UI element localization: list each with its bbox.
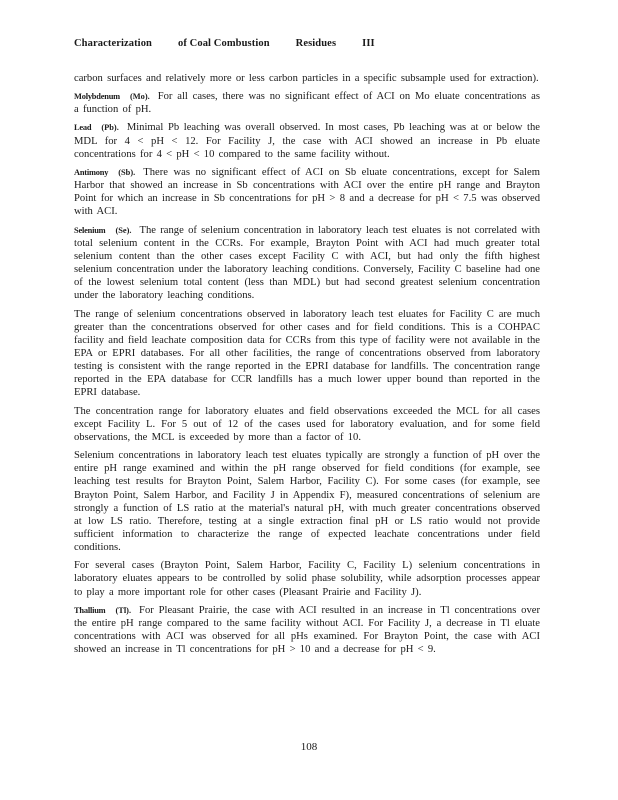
header-volume-number: III <box>362 38 375 49</box>
paragraph: The range of selenium concentrations observed in laboratory leach test eluates for Facility C are much greater than the concentrations observed for other cases and for field conditions. This is a COHPAC facility and field leachate composition data for CCRs from this type of facility were not available in the EPA or EPRI databases. For all other facilities, the range of concentrations observed from laboratory testing is consistent with the range reported in the EPRI database for landfills. The concentration range reported in the EPA database for CCR landfills has a much lower upper bound than reported in the EPRI database. <box>74 308 540 399</box>
run-in-heading: Molybdenum <box>74 92 120 102</box>
element-symbol: (Sb). <box>118 167 136 177</box>
paragraph-antimony <box>74 166 540 219</box>
header-title-part: Residues <box>295 38 337 49</box>
run-in-heading: Antimony <box>74 167 109 177</box>
body-text <box>74 72 540 661</box>
header-title-part: Characterization <box>74 38 152 49</box>
run-in-heading: Selenium <box>74 225 106 235</box>
element-symbol: (Pb). <box>101 123 119 133</box>
paragraph-molybdenum <box>74 90 540 116</box>
paragraph-text: For Pleasant Prairie, the case with ACI resulted in an increase in Tl concentrations over the entire pH range compared to the same facility without ACI. For Facility J, a decrease in Tl eluate concentrations with ACI was observed for all pHs examined. For Brayton Point, the case with ACI showed an increase in Tl concentrations for pH > 10 and a decrease for pH < 9. <box>74 604 540 656</box>
paragraph: carbon surfaces and relatively more or less carbon particles in a specific subsample used for extraction). <box>74 73 539 84</box>
element-symbol: (Tl). <box>115 605 132 615</box>
paragraph-selenium <box>74 224 540 303</box>
run-in-heading: Lead <box>74 123 92 133</box>
element-symbol: (Se). <box>115 225 132 235</box>
paragraph-text: Minimal Pb leaching was overall observed. In most cases, Pb leaching was at or below the MDL for 4 < pH < 12. For Facility J, the case with ACI showed an increase in Pb eluate concentrations for 4 < pH < 10 compared to the same facility without. <box>74 122 540 160</box>
running-header <box>74 38 375 49</box>
paragraph: Selenium concentrations in laboratory leach test eluates typically are strongly a function of pH over the entire pH range examined and within the pH range observed for field conditions (for example, see leaching test results for Brayton Point, Salem Harbor, Facility C). For some cases (for example, see Brayton Point, Salem Harbor, and Facility J in Appendix F), measured concentrations of selenium are strongly a function of LS ratio at the material's natural pH, with much greater concentrations observed at low LS ratio. Therefore, testing at a single extraction final pH or LS ratio would not provide sufficient information to characterize the range of expected leachate concentrations under field conditions. <box>74 450 540 554</box>
paragraph: The concentration range for laboratory eluates and field observations exceeded the MCL for all cases except Facility L. For 5 out of 12 of the cases used for laboratory evaluation, and for some field observations, the MCL is exceeded by more than a factor of 10. <box>74 405 540 443</box>
run-in-heading: Thallium <box>74 605 106 615</box>
paragraph-text: The range of selenium concentration in laboratory leach test eluates is not correlated with total selenium content in the CCRs. For example, Brayton Point with ACI had much greater total selenium content than the other cases except Facility C with ACI, but had only the fifth highest selenium concentration under the laboratory leaching conditions. Conversely, Facility C baseline had one of the lowest selenium total content (less than MDL) but had second greatest selenium concentration under the laboratory leaching conditions. <box>74 224 540 302</box>
paragraph-thallium <box>74 604 540 657</box>
paragraph-text: For all cases, there was no significant effect of ACI on Mo eluate concentrations as a function of pH. <box>74 91 540 116</box>
paragraph-lead <box>74 121 540 160</box>
header-title-part: of Coal Combustion <box>178 38 270 49</box>
paragraph: For several cases (Brayton Point, Salem Harbor, Facility C, Facility L) selenium concentrations in laboratory eluates appears to be controlled by solid phase solubility, while adsorption processes appear to play a more important role for other cases (Pleasant Prairie and Facility J). <box>74 560 540 598</box>
element-symbol: (Mo). <box>129 92 150 102</box>
page-number: 108 <box>300 741 318 753</box>
paragraph-text: There was no significant effect of ACI on Sb eluate concentrations, except for Salem Harbor that showed an increase in Sb concentrations with ACI over the entire pH range and Brayton Point for which an increase in Sb concentrations for pH > 8 and a decrease for pH < 7.5 was observed with ACI. <box>74 166 540 218</box>
